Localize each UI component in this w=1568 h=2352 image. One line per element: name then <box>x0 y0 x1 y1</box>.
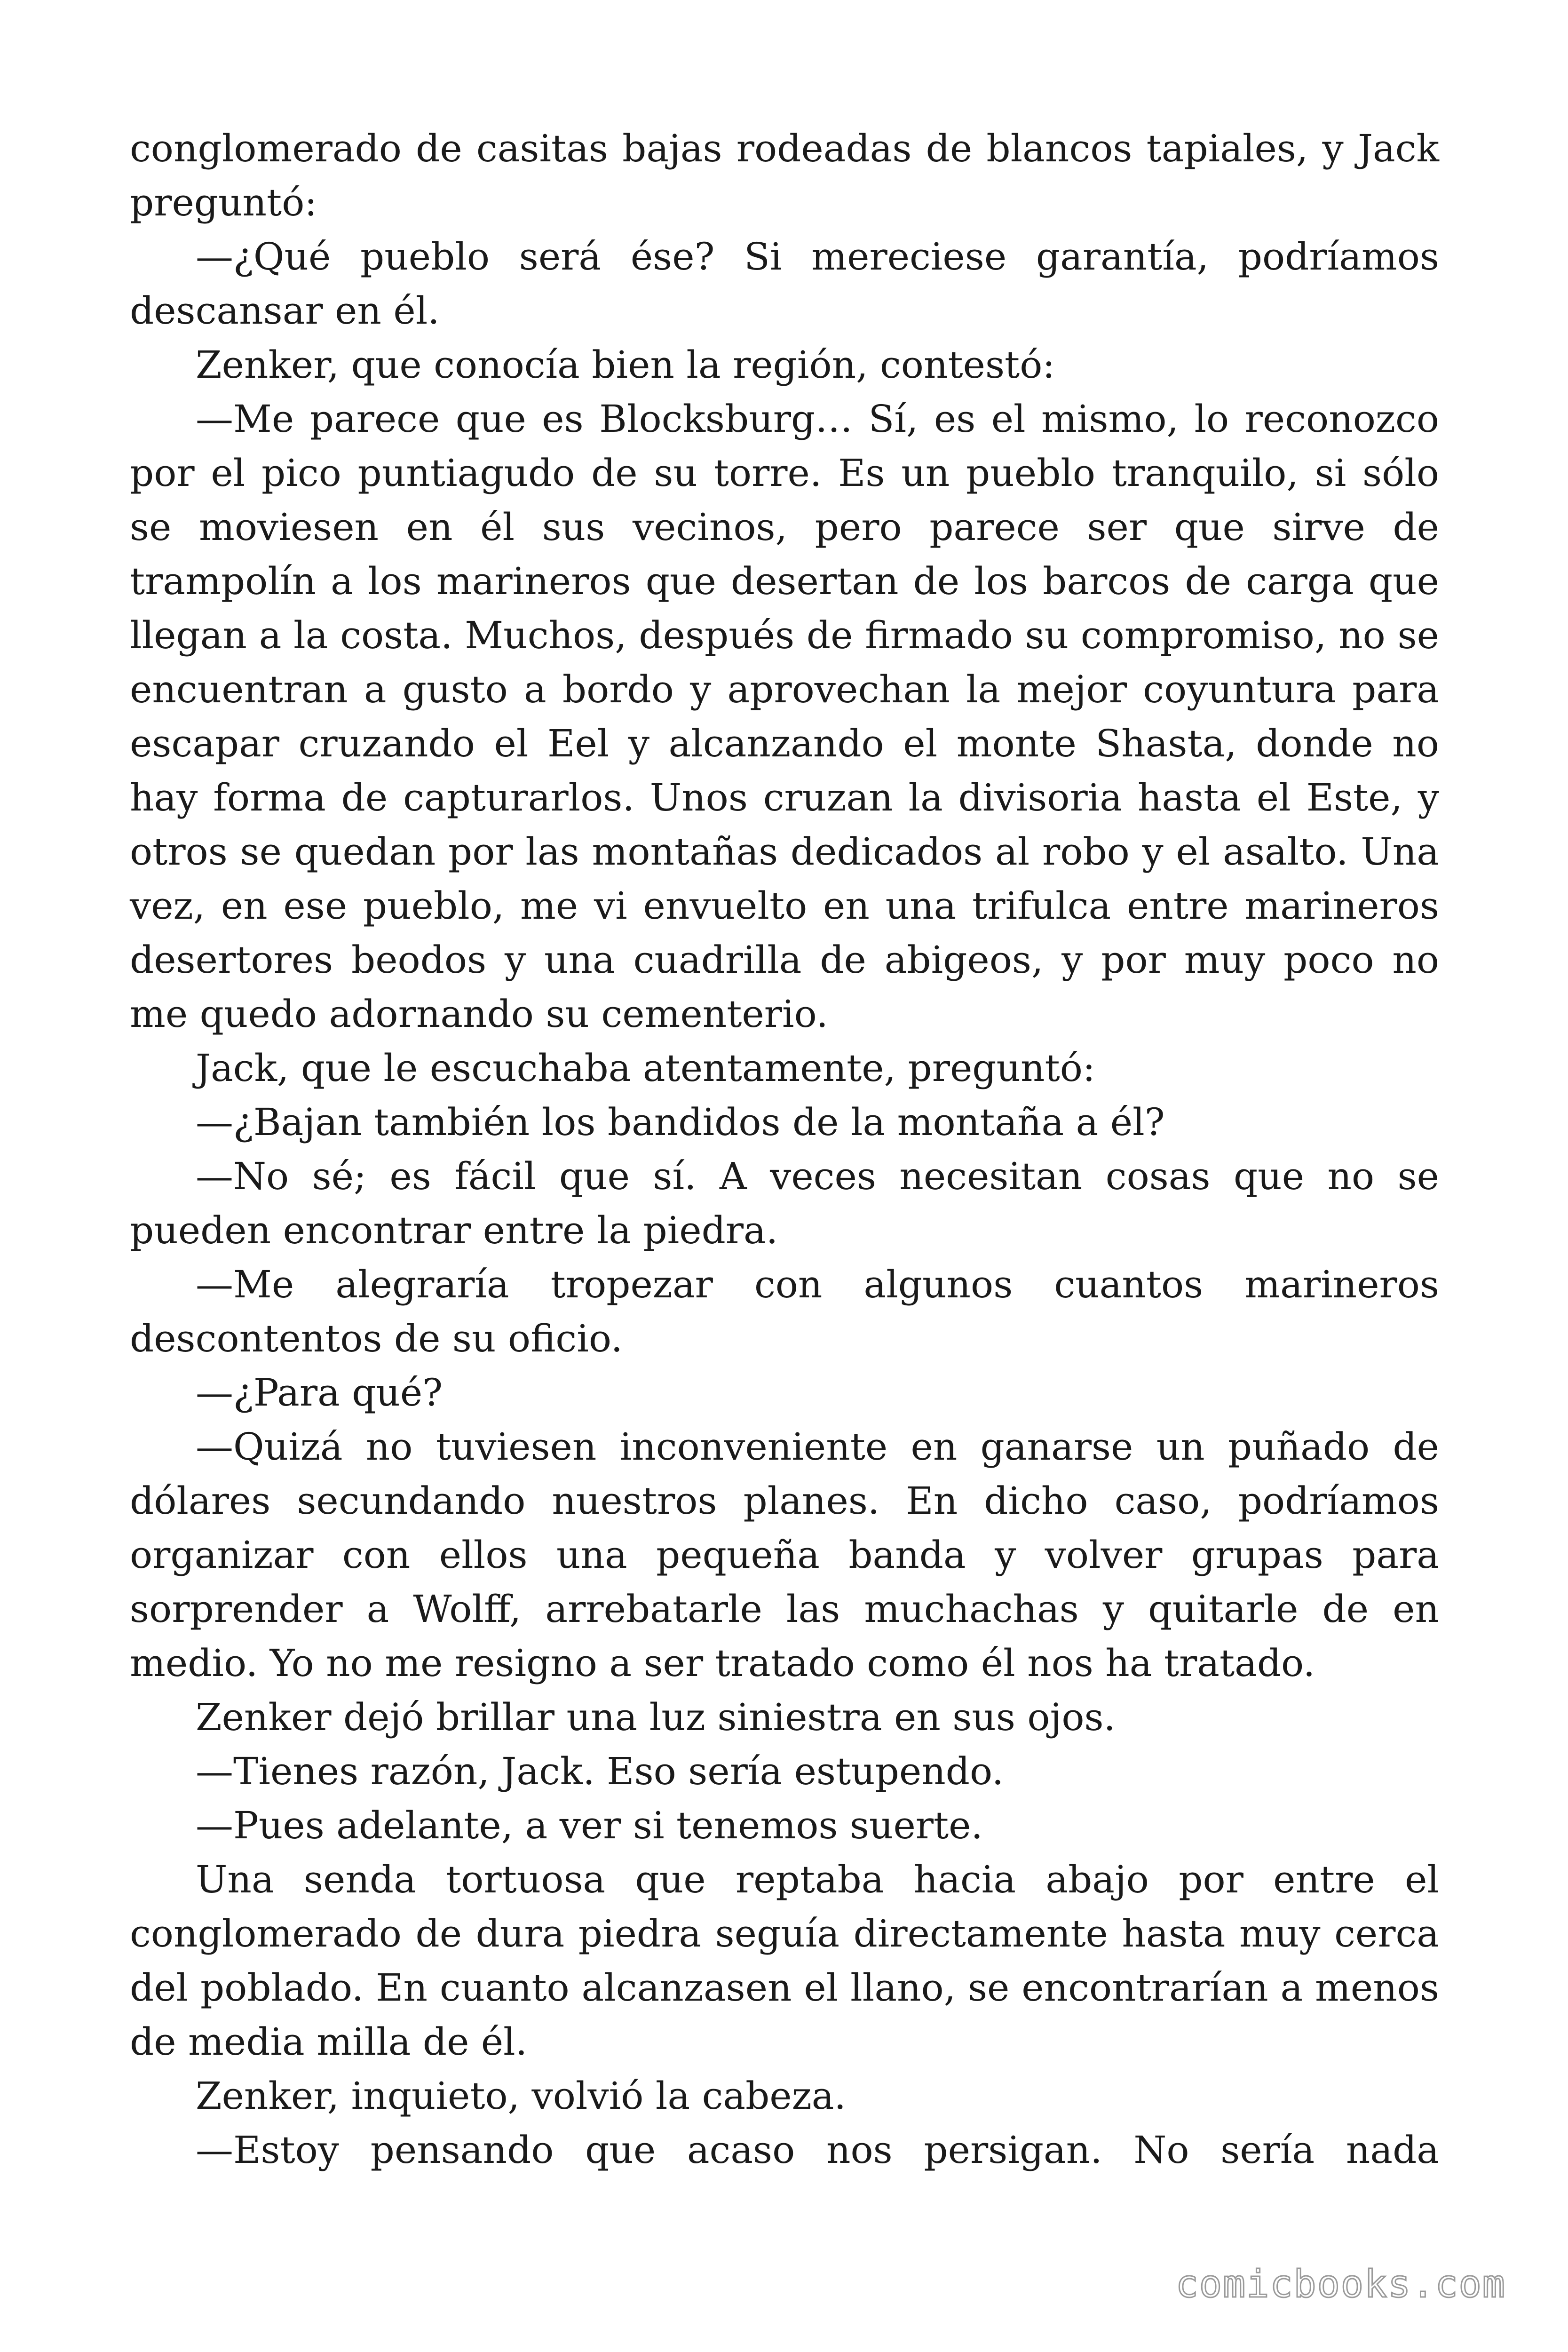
paragraph: —¿Bajan también los bandidos de la montaña a él? <box>196 1100 1165 1144</box>
paragraph: —No sé; es fácil que sí. A veces necesitan cosas que no se pueden encontrar entre la piedra. <box>130 1154 1439 1252</box>
paragraph: —¿Para qué? <box>196 1371 443 1414</box>
book-page-text <box>130 121 1439 2177</box>
watermark: comicbooks.com <box>1175 2262 1506 2306</box>
paragraph: —Quizá no tuviesen inconveniente en ganarse un puñado de dólares secundando nuestros planes. En dicho caso, podríamos organizar con ellos una pequeña banda y volver grupas para sorprender a Wolff, arrebatarle las muchachas y quitarle de en medio. Yo no me resigno a ser tratado como él nos ha tratado. <box>130 1425 1439 1685</box>
paragraph: —Pues adelante, a ver si tenemos suerte. <box>196 1804 983 1847</box>
paragraph: —Me alegraría tropezar con algunos cuantos marineros descontentos de su oficio. <box>130 1263 1439 1360</box>
paragraph: conglomerado de casitas bajas rodeadas de blancos tapiales, y Jack preguntó: <box>130 127 1439 224</box>
paragraph: Zenker dejó brillar una luz siniestra en sus ojos. <box>196 1695 1116 1739</box>
paragraph: —¿Qué pueblo será ése? Si mereciese garantía, podríamos descansar en él. <box>130 235 1439 333</box>
paragraph: Una senda tortuosa que reptaba hacia abajo por entre el conglomerado de dura piedra seguía directamente hasta muy cerca del poblado. En cuanto alcanzasen el llano, se encontrarían a menos de media milla de él. <box>130 1858 1439 2064</box>
paragraph: —Tienes razón, Jack. Eso sería estupendo. <box>196 1749 1004 1793</box>
paragraph: Zenker, inquieto, volvió la cabeza. <box>196 2074 846 2118</box>
paragraph: Zenker, que conocía bien la región, contestó: <box>196 343 1055 387</box>
paragraph: —Me parece que es Blocksburg… Sí, es el mismo, lo reconozco por el pico puntiagudo de su torre. Es un pueblo tranquilo, si sólo se moviesen en él sus vecinos, pero parece ser que sirve de trampolín a los marineros que desertan de los barcos de carga que llegan a la costa. Muchos, después de firmado su compromiso, no se encuentran a gusto a bordo y aprovechan la mejor coyuntura para escapar cruzando el Eel y alcanzando el monte Shasta, donde no hay forma de capturarlos. Unos cruzan la divisoria hasta el Este, y otros se quedan por las montañas dedicados al robo y el asalto. Una vez, en ese pueblo, me vi envuelto en una trifulca entre marineros desertores beodos y una cuadrilla de abigeos, y por muy poco no me quedo adornando su cementerio. <box>130 397 1439 1036</box>
paragraph: —Estoy pensando que acaso nos persigan. No sería nada <box>196 2128 1439 2172</box>
paragraph: Jack, que le escuchaba atentamente, preguntó: <box>196 1046 1095 1090</box>
